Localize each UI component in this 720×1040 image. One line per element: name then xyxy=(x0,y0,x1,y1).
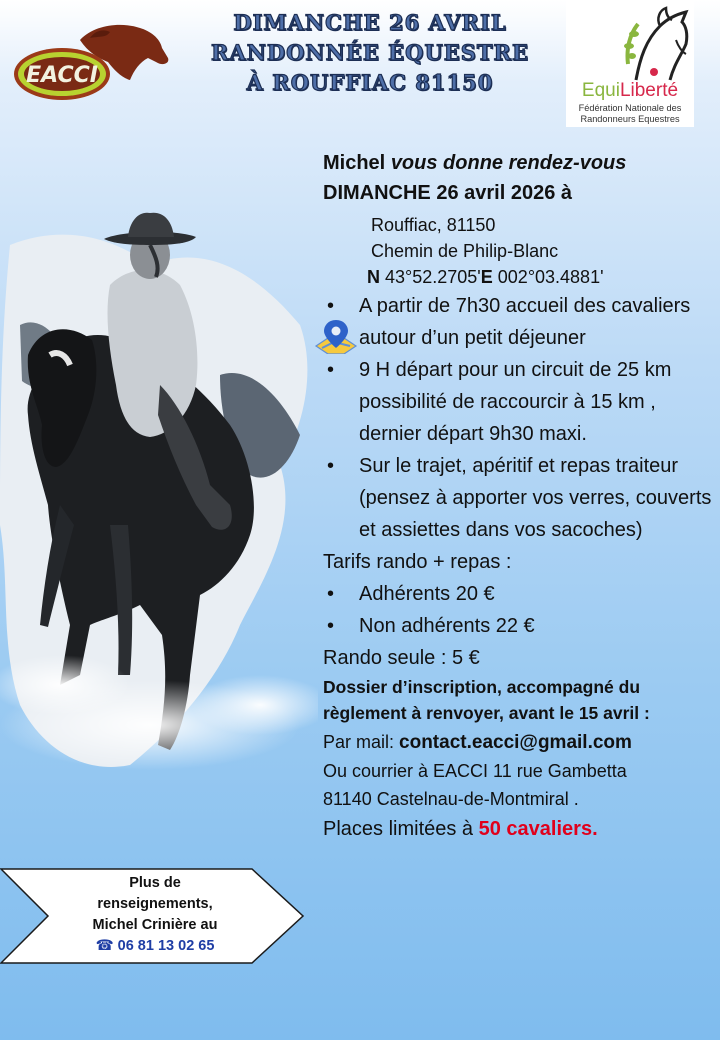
horse-rider-illustration xyxy=(0,205,318,780)
eacci-logo xyxy=(10,18,175,108)
eacci-logo-text: EACCI xyxy=(26,63,98,88)
inscription-text: Dossier d’inscription, accompagné du règlement à renvoyer, avant le 15 avril : xyxy=(323,677,650,723)
address-street: Chemin de Philip-Blanc xyxy=(371,241,559,261)
places-limit: Places limitées à 50 cavaliers. xyxy=(323,818,598,840)
equiliberte-name: EquiLiberté xyxy=(581,80,679,101)
intro-date-line: DIMANCHE 26 avril 2026 à xyxy=(323,182,573,204)
intro-line-1: Michel vous donne rendez-vous xyxy=(323,152,627,174)
list-item: • 9 H départ pour un circuit de 25 km possibilité de raccourcir à 15 km , dernier départ 9h30 maxi. xyxy=(327,359,672,445)
address-block xyxy=(323,212,718,290)
rando-seule: Rando seule : 5 € xyxy=(323,647,480,669)
event-details xyxy=(323,148,718,845)
phone-number[interactable]: ☎ 06 81 13 02 65 xyxy=(95,938,215,954)
tarifs-title: Tarifs rando + repas : xyxy=(323,551,512,573)
equiliberte-subtitle: Fédération Nationale des Randonneurs Equestres xyxy=(578,103,682,124)
tarif-item: • Non adhérents 22 € xyxy=(327,615,535,637)
event-title xyxy=(200,8,540,98)
email-link[interactable]: contact.eacci@gmail.com xyxy=(399,732,632,753)
gps-coordinates: N 43°52.2705'E 002°03.4881' xyxy=(367,267,604,287)
title-line-1: DIMANCHE 26 AVRIL xyxy=(233,10,507,35)
list-item: • Sur le trajet, apéritif et repas traiteur (pensez à apporter vos verres, couverts et assiettes dans vos sacoches) xyxy=(327,455,712,541)
courrier-line-2: 81140 Castelnau-de-Montmiral . xyxy=(323,789,579,809)
courrier-line-1: Ou courrier à EACCI 11 rue Gambetta xyxy=(323,761,627,781)
info-text: Plus de renseignements, Michel Crinière au ☎ 06 81 13 02 65 xyxy=(60,873,250,957)
tarif-item: • Adhérents 20 € xyxy=(327,583,495,605)
address-city: Rouffiac, 81150 xyxy=(371,215,496,235)
title-line-2: RANDONNÉE ÉQUESTRE xyxy=(210,40,530,65)
equiliberte-logo xyxy=(566,0,694,127)
program-list xyxy=(323,290,718,546)
title-line-3: À ROUFFIAC 81150 xyxy=(246,70,494,95)
mail-line: Par mail: contact.eacci@gmail.com xyxy=(323,732,632,753)
list-item: • A partir de 7h30 accueil des cavaliers autour d’un petit déjeuner xyxy=(327,295,691,349)
